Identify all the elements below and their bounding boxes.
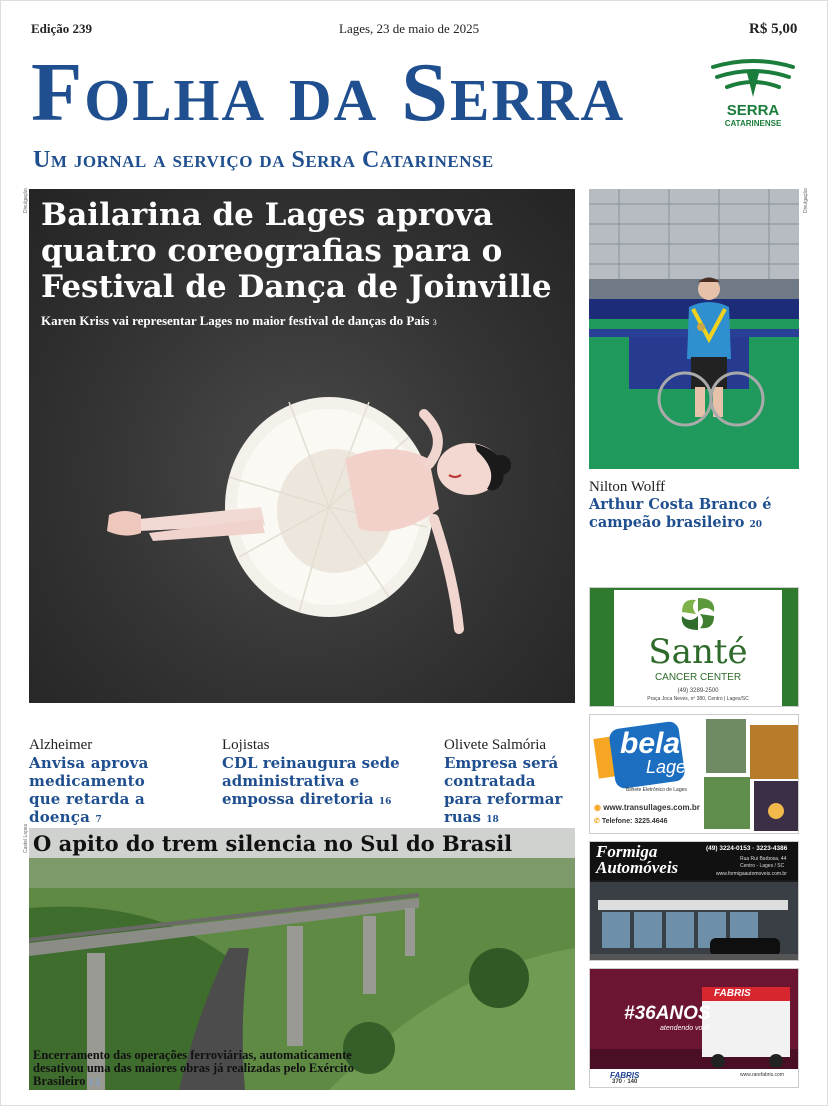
bela-site-text: www.transullages.com.br	[603, 803, 700, 812]
story-page-ref: 7	[95, 815, 102, 825]
train-dek-text: Encerramento das operações ferroviárias, automaticamente desativou uma das maiores obras já realizadas pelo Exército Brasileiro	[33, 1048, 354, 1088]
lead-dek-text: Karen Kriss vai representar Lages no maior festival de danças do País	[41, 313, 430, 328]
story-kicker: Lojistas	[222, 737, 270, 753]
athlete-photo[interactable]	[589, 189, 799, 469]
fabris-ad[interactable]	[589, 968, 799, 1088]
serra-leaf-logo-icon	[707, 59, 799, 99]
logo-catarinense: CATARINENSE	[724, 119, 782, 128]
story-kicker: Olivete Salmória	[444, 737, 547, 753]
story-page-ref: 16	[378, 797, 392, 807]
sante-address: Praça Joca Neves, nº 380, Centro | Lages/SC	[647, 696, 749, 702]
story-headline-text: CDL reinaugura sede administrativa e empossa diretoria	[222, 754, 400, 808]
story-lojistas[interactable]	[222, 737, 402, 811]
sante-ad-panel	[614, 590, 782, 706]
bela-site	[594, 803, 700, 812]
formiga-address-2: Centro - Lages / SC	[740, 863, 785, 869]
story-headline	[444, 754, 578, 829]
story-alzheimer[interactable]	[29, 737, 179, 829]
train-headline[interactable]: O apito do trem silencia no Sul do Brasil	[33, 831, 513, 856]
train-photo-credit: Castel Lopes	[23, 823, 29, 853]
train-dek[interactable]	[33, 1049, 363, 1089]
newspaper-title[interactable]: Folha da Serra	[31, 46, 626, 139]
lead-dek[interactable]	[41, 313, 437, 329]
sport-kicker: Nilton Wolff	[589, 479, 666, 495]
formiga-phones: (49) 3224-0153 · 3223-4386	[706, 845, 788, 852]
sport-photo-credit: Divulgação	[803, 188, 809, 213]
price: R$ 5,00	[749, 21, 798, 37]
sport-headline[interactable]	[589, 496, 799, 534]
newspaper-tagline: Um jornal a serviço da Serra Catarinense	[33, 147, 494, 173]
lead-photo-credit: Divulgação	[23, 188, 29, 213]
sante-sub: CANCER CENTER	[654, 672, 742, 683]
fabris-badge: #36ANOS	[624, 1003, 711, 1024]
phone-icon: ✆	[594, 818, 600, 825]
story-kicker: Alzheimer	[29, 737, 93, 753]
dateline: Lages, 23 de maio de 2025	[339, 21, 480, 36]
sport-page-ref: 20	[749, 520, 763, 530]
bela-phone	[594, 817, 667, 825]
formiga-site: www.formigaautomoveis.com.br	[716, 871, 787, 877]
fabris-brand-truck: FABRIS	[714, 988, 751, 999]
fabris-phone: 370 · 140	[612, 1079, 638, 1085]
sante-phone: (49) 3289-2500	[677, 688, 719, 694]
story-headline-text: Anvisa aprova medicamento que retarda a doença	[29, 754, 149, 826]
fabris-site: www.rarefabris.com	[740, 1072, 784, 1078]
bela-brand: bela	[620, 727, 681, 760]
sante-logo-icon	[676, 594, 720, 634]
lead-headline[interactable]: Bailarina de Lages aprova quatro coreografias para o Festival de Dança de Joinville	[41, 197, 552, 305]
globe-icon: ◉	[594, 803, 601, 812]
story-headline	[222, 754, 402, 811]
sport-headline-text: Arthur Costa Branco é campeão brasileiro	[589, 496, 772, 531]
formiga-brand: Formiga Automóveis	[596, 842, 679, 877]
logo-serra: SERRA	[726, 102, 780, 119]
athlete-illustration	[589, 189, 799, 469]
sante-name: Santé	[648, 632, 748, 672]
bela-phone-text: Telefone: 3225.4646	[601, 818, 668, 825]
fabris-slogan: atendendo você	[660, 1025, 710, 1032]
serra-catarinense-logo[interactable]	[707, 59, 799, 139]
edition-number: Edição 239	[31, 21, 93, 36]
story-page-ref: 18	[486, 815, 499, 825]
fabris-brand-footer: FABRIS	[610, 1071, 640, 1080]
sante-ad[interactable]	[589, 587, 799, 707]
bela-brand-2: Lages	[646, 757, 696, 777]
bela-tagline: Bilhete Eletrônico de Lages	[626, 787, 687, 793]
story-olivete[interactable]	[444, 737, 578, 829]
lead-page-ref: 3	[432, 318, 437, 327]
train-page-ref: 1 1	[88, 1077, 100, 1087]
formiga-ad[interactable]	[589, 841, 799, 961]
formiga-address-1: Rua Rui Barbosa, 44	[740, 856, 787, 862]
story-headline-text: Empresa será contratada para reformar ruas	[444, 754, 563, 826]
bela-lages-ad[interactable]	[589, 714, 799, 834]
story-headline	[29, 754, 179, 829]
